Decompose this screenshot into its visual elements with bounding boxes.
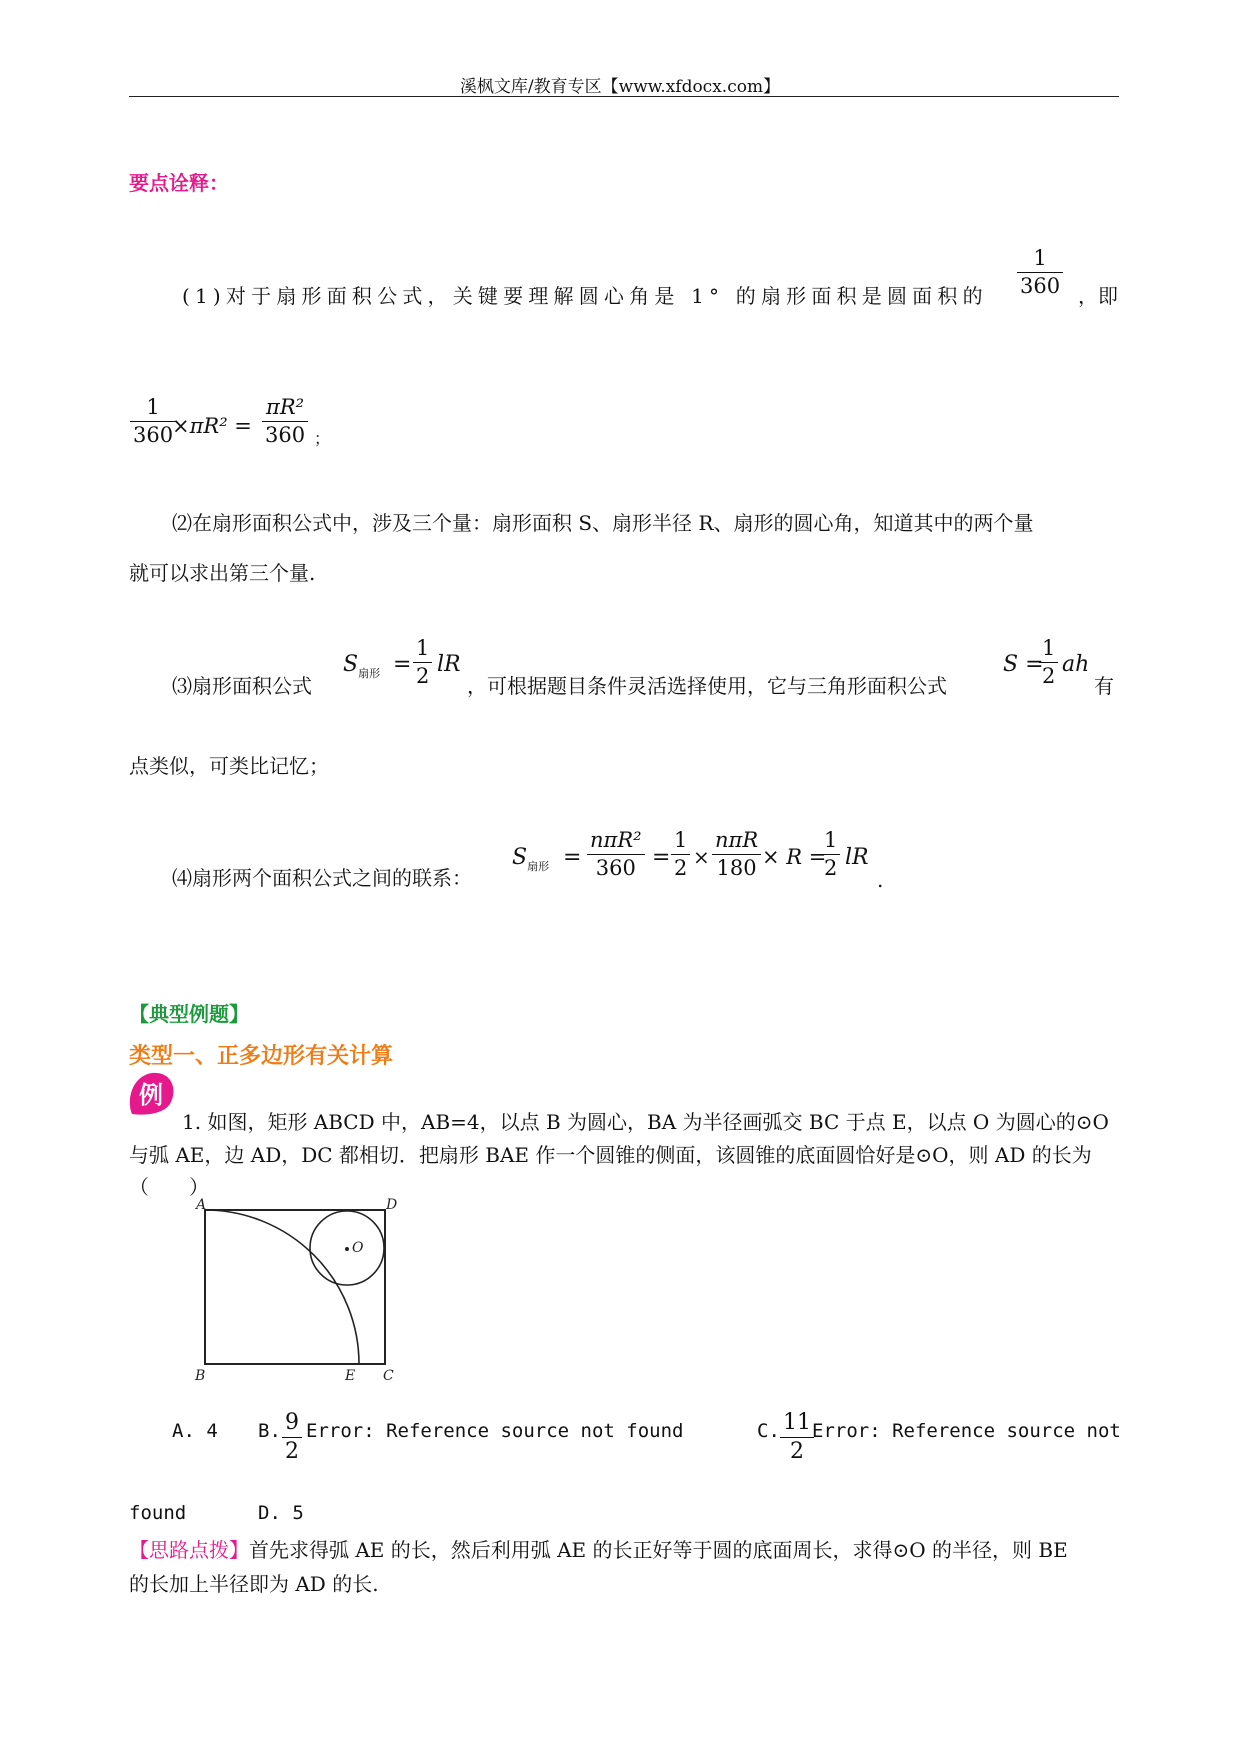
point1-text: (1)对于扇形面积公式，关键要理解圆心角是 1° 的扇形面积是圆面积的 (182, 284, 988, 308)
point4-frac4: 1 2 (821, 830, 840, 879)
example-badge-icon (126, 1070, 178, 1116)
label-e: E (345, 1368, 356, 1384)
point3-tail: 有 (1094, 674, 1114, 698)
label-o: O (352, 1240, 364, 1256)
option-b-error: Error: Reference source not found (306, 1420, 684, 1442)
option-b-prefix: B. (258, 1420, 281, 1442)
point4-eq2: = (652, 845, 671, 870)
formula1-end: ； (314, 429, 331, 448)
arc-ae (205, 1210, 359, 1364)
option-c-prefix: C. (757, 1420, 780, 1442)
point3-s2: S = (1003, 652, 1044, 677)
hint-text: 首先求得弧 AE 的长，然后利用弧 AE 的长正好等于圆的底面周长，求得⊙O 的半径，则 BE (249, 1538, 1068, 1562)
point3-lr: lR (437, 652, 461, 677)
point4-frac2: 1 2 (671, 830, 690, 879)
option-c-error: Error: Reference source not (812, 1420, 1121, 1442)
point3-ah: ah (1062, 652, 1090, 677)
svg-text:例: 例 (139, 1081, 163, 1109)
option-d: D. 5 (258, 1502, 304, 1524)
question1-line1: 1. 如图，矩形 ABCD 中，AB=4，以点 B 为圆心，BA 为半径画弧交 BC 于点 E，以点 O 为圆心的⊙O (182, 1110, 1109, 1134)
page-header: 溪枫文库/教育专区【www.xfdocx.com】 (459, 77, 781, 97)
point4-end: . (877, 868, 884, 892)
point3-middle: ，可根据题目条件灵活选择使用，它与三角形面积公式 (467, 674, 947, 698)
option-b-frac: 9 2 (282, 1412, 302, 1463)
point4-frac3: nπR 180 (712, 830, 761, 879)
label-d: D (386, 1197, 398, 1213)
formula1-frac1: 1 360 (130, 397, 176, 446)
point1-tail: ，即 (1078, 284, 1118, 308)
hint-line2: 的长加上半径即为 AD 的长. (129, 1572, 379, 1596)
point4-s: $S_{扇形}$ (512, 845, 550, 873)
question1-blank: （ ） (129, 1175, 209, 1199)
point3-eq: = (393, 652, 412, 677)
point4-times2: × R = (762, 845, 827, 869)
hint-label: 【思路点拨】 (129, 1538, 249, 1562)
notes-heading: 要点诠释： (129, 171, 229, 195)
examples-heading: 【典型例题】 (129, 1002, 249, 1026)
type-heading: 类型一、正多边形有关计算 (129, 1043, 394, 1069)
option-c-frac: 11 2 (780, 1412, 814, 1463)
point4-frac1: nπR² 360 (587, 830, 645, 879)
label-a: A (196, 1197, 207, 1213)
frac-denominator: 360 (1020, 274, 1061, 298)
point2-line2: 就可以求出第三个量. (129, 561, 316, 585)
question1-line2: 与弧 AE，边 AD，DC 都相切．把扇形 BAE 作一个圆锥的侧面，该圆锥的底面圆恰好是⊙O，则 AD 的长为 (129, 1143, 1092, 1167)
formula1-middle: ×πR² = (172, 414, 252, 438)
point2-line1: ⑵在扇形面积公式中，涉及三个量：扇形面积 S、扇形半径 R、扇形的圆心角，知道其中的两个量 (172, 511, 1034, 535)
point4-eq1: = (563, 845, 582, 870)
label-b: B (195, 1368, 206, 1384)
option-a: A. 4 (172, 1420, 218, 1442)
option-c-error-cont: found (129, 1502, 187, 1524)
frac-numerator: 1 (1033, 246, 1047, 270)
point4-lr: lR (845, 845, 869, 870)
label-c: C (383, 1368, 394, 1384)
hint-line1 (129, 1534, 1068, 1563)
point3-s-sector: $S_{扇形}$ (343, 652, 381, 680)
point4-prefix: ⑷扇形两个面积公式之间的联系： (172, 866, 472, 890)
formula1-frac2: πR² 360 (262, 397, 308, 446)
point1-fraction (1017, 248, 1063, 297)
point3-frac2: 1 2 (1039, 638, 1058, 687)
point3-frac: 1 2 (413, 638, 432, 687)
point3-line2: 点类似，可类比记忆； (129, 754, 329, 778)
geometry-figure (190, 1196, 410, 1386)
header-rule (129, 96, 1119, 97)
point4-times1: × (693, 845, 710, 869)
center-o-dot (345, 1247, 349, 1251)
point3-prefix: ⑶扇形面积公式 (172, 674, 312, 698)
